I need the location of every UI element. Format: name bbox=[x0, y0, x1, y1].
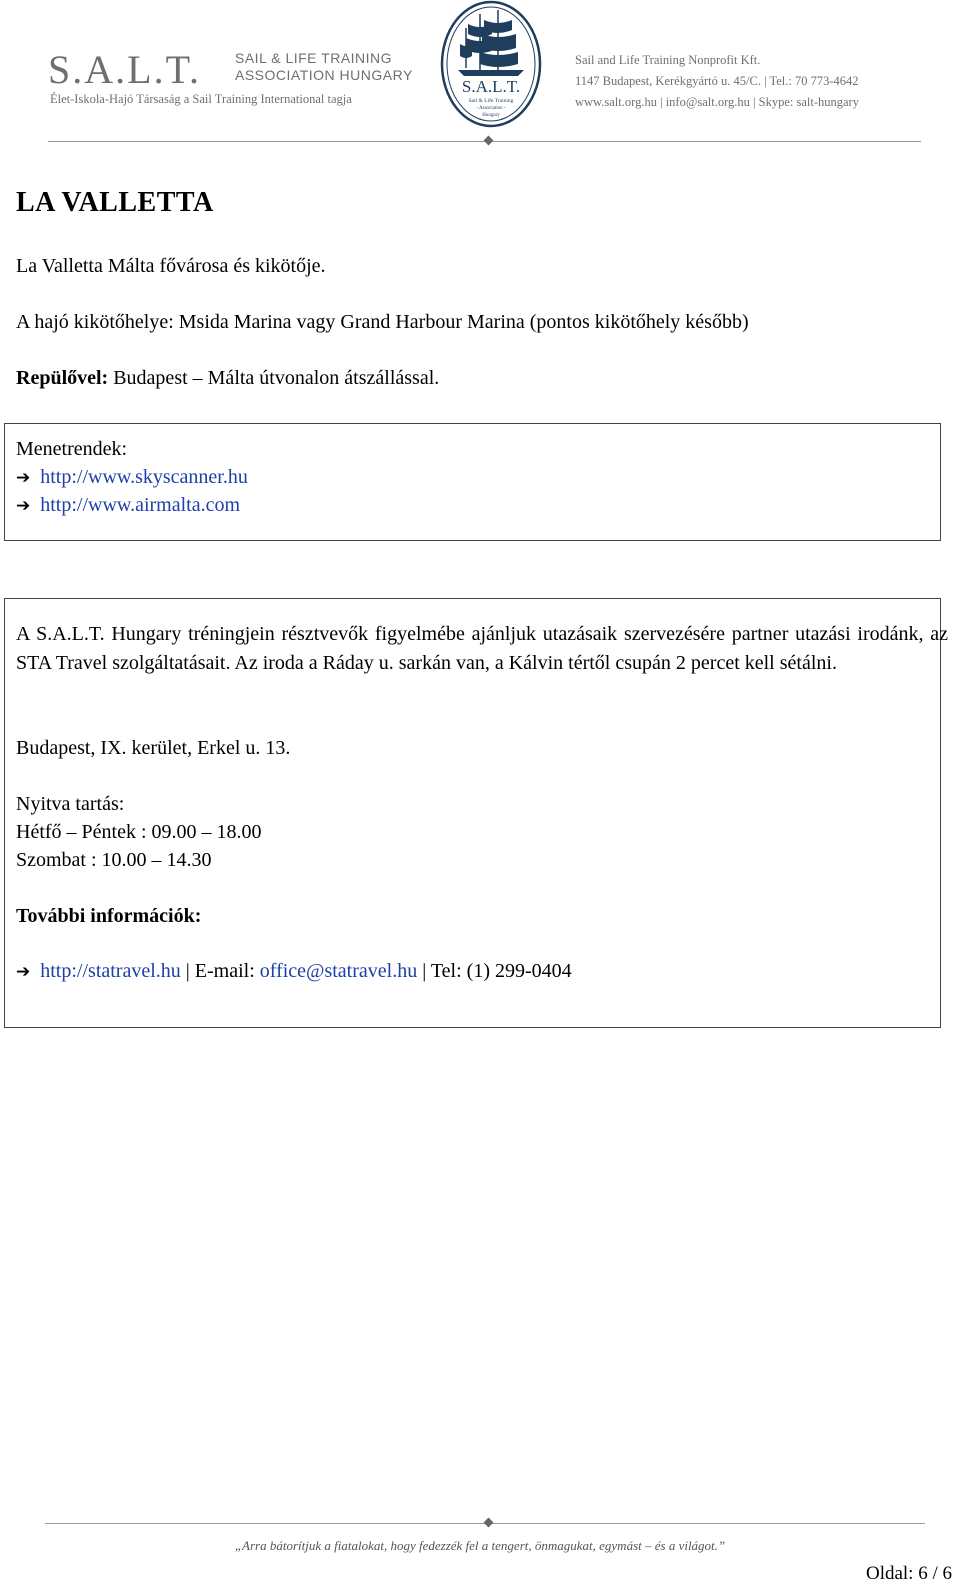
diamond-ornament-icon bbox=[484, 1518, 494, 1528]
hours-label: Nyitva tartás: bbox=[16, 793, 125, 815]
schedules-label: Menetrendek: bbox=[16, 438, 128, 460]
agency-paragraph: A S.A.L.T. Hungary tréningjein résztvevők figyelmébe ajánljuk utazásaik szervezésére partner utazási irodánk, az STA Travel szolgáltatásait. Az iroda a Ráday u. sarkán van, a Kálvin tértől csupán 2 percet kell sétálni. bbox=[16, 623, 948, 674]
svg-text:Sail & Life Training: Sail & Life Training bbox=[468, 98, 514, 104]
email-link[interactable]: office@statravel.hu bbox=[259, 960, 418, 982]
intro-flight bbox=[16, 364, 439, 392]
letterhead-contact: Sail and Life Training Nonprofit Kft. 1147 Budapest, Kerékgyártó u. 45/C. | Tel.: 70 773-4642 www.salt.org.hu | info@salt.org.hu | Skype: salt-hungary bbox=[575, 53, 859, 109]
skyscanner-link[interactable]: http://www.skyscanner.hu bbox=[40, 466, 248, 488]
hours-saturday: Szombat : 10.00 – 14.30 bbox=[16, 849, 212, 871]
footer-quote: „Arra bátorítjuk a fiatalokat, hogy fedezzék fel a tengert, önmagukat, egymást – és a világot.” bbox=[234, 1538, 726, 1553]
ship-emblem-icon bbox=[440, 0, 542, 128]
logo-wordmark: S.A.L.T. bbox=[48, 47, 202, 92]
intro-city: La Valletta Málta fővárosa és kikötője. bbox=[16, 255, 326, 277]
page-number: Oldal: 6 / 6 bbox=[865, 1563, 952, 1584]
schedule-link-row bbox=[16, 463, 248, 492]
letterhead bbox=[0, 0, 960, 150]
flight-route: Budapest – Málta útvonalon átszállással. bbox=[108, 367, 440, 389]
svg-text:- Association -: - Association - bbox=[476, 106, 506, 111]
agency-address: Budapest, IX. kerület, Erkel u. 13. bbox=[16, 737, 291, 759]
intro-marina: A hajó kikötőhelye: Msida Marina vagy Grand Harbour Marina (pontos kikötőhely később) bbox=[16, 311, 749, 333]
agency-contact-row: ➔ http://statravel.hu | E-mail: office@statravel.hu | Tel: (1) 299-0404 bbox=[16, 957, 572, 986]
arrow-right-icon: ➔ bbox=[16, 962, 31, 982]
statravel-link[interactable]: http://statravel.hu bbox=[40, 960, 181, 982]
page-title: LA VALLETTA bbox=[16, 187, 214, 218]
travel-agency-box bbox=[4, 598, 948, 1028]
more-info-label: További információk: bbox=[16, 905, 202, 927]
schedules-box bbox=[4, 423, 941, 541]
svg-text:S.A.L.T.: S.A.L.T. bbox=[461, 77, 521, 96]
schedule-link-row bbox=[16, 491, 240, 520]
logo-tagline: Élet-Iskola-Hajó Társaság a Sail Training International tagja bbox=[50, 92, 352, 106]
arrow-right-icon: ➔ bbox=[16, 468, 31, 488]
hours-weekday: Hétfő – Péntek : 09.00 – 18.00 bbox=[16, 821, 262, 843]
logo-subtitle: SAIL & LIFE TRAINING ASSOCIATION HUNGARY bbox=[235, 50, 413, 83]
arrow-right-icon: ➔ bbox=[16, 496, 31, 516]
svg-text:Hungary: Hungary bbox=[482, 113, 500, 118]
flight-label: Repülővel: bbox=[16, 367, 109, 389]
airmalta-link[interactable]: http://www.airmalta.com bbox=[40, 494, 241, 516]
diamond-ornament-icon bbox=[484, 136, 494, 146]
